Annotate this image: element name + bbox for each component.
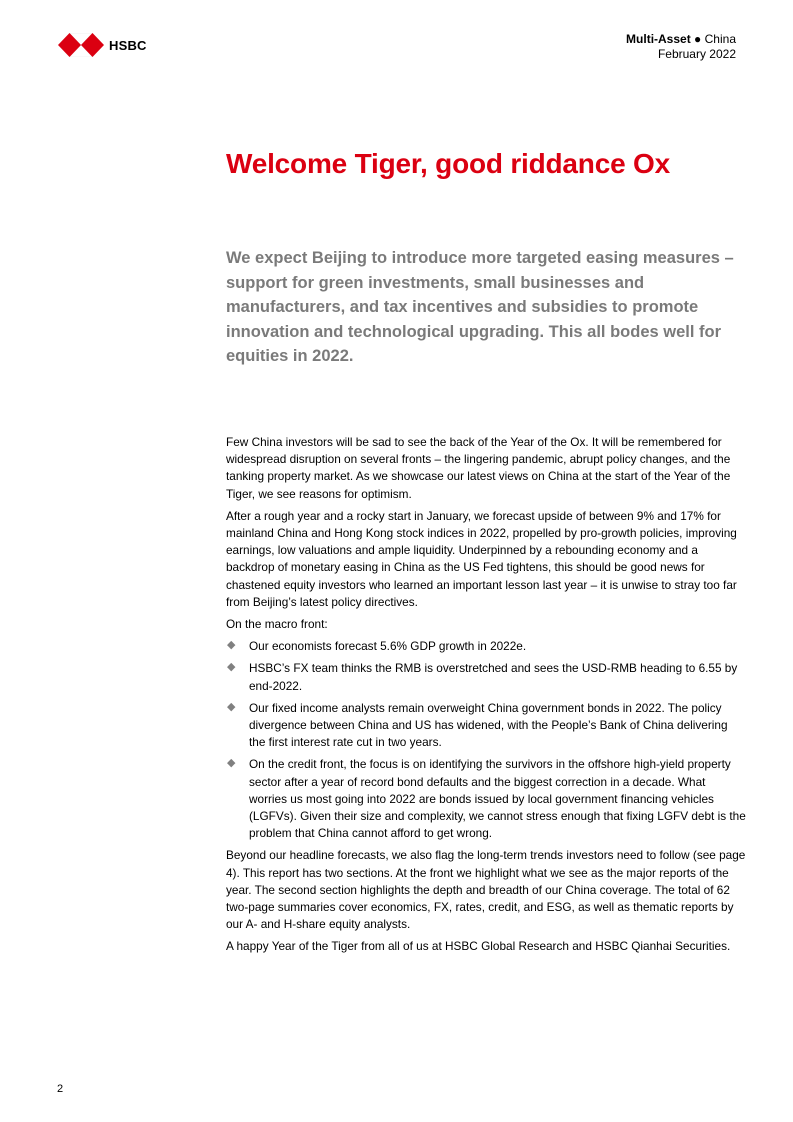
- macro-bullet-list: [226, 638, 746, 842]
- body-paragraph-2: After a rough year and a rocky start in January, we forecast upside of between 9% and 17% for mainland China and Hong Kong stock indices in 2022, propelled by pro-growth policies, improving earnings, low valuations and ample liquidity. Underpinned by a rebounding economy and a backdrop of monetary easing in China as the US Fed tightens, this should be good news for chastened equity investors who learned an important lesson last year – it is unwise to stray too far from Beijing’s latest policy directives.: [226, 508, 737, 609]
- category-line: [626, 32, 736, 47]
- logo-text: HSBC: [109, 37, 147, 53]
- bullet-text: Our fixed income analysts remain overweight China government bonds in 2022. The policy divergence between China and US has widened, with the People’s Bank of China delivering the first interest rate cut in two years.: [249, 700, 728, 750]
- body-text: [226, 434, 746, 961]
- body-paragraph-5: A happy Year of the Tiger from all of us at HSBC Global Research and HSBC Qianhai Securities.: [226, 939, 731, 954]
- diamond-bullet-icon: ◆: [227, 757, 236, 770]
- hsbc-hexagon-icon: [58, 33, 104, 57]
- diamond-bullet-icon: ◆: [227, 661, 236, 674]
- hsbc-logo: [58, 33, 147, 57]
- page-title: Welcome Tiger, good riddance Ox: [226, 148, 670, 179]
- body-paragraph-3: On the macro front:: [226, 617, 328, 632]
- summary-paragraph: We expect Beijing to introduce more targeted easing measures – support for green investments, small businesses and manufacturers, and tax incentives and subsidies to promote innovation and technological upgrading. This all bodes well for equities in 2022.: [226, 249, 734, 366]
- bullet-text: Our economists forecast 5.6% GDP growth in 2022e.: [249, 639, 527, 654]
- region-label: China: [704, 32, 736, 46]
- bullet-item: [226, 638, 746, 655]
- bullet-item: [226, 700, 746, 752]
- bullet-text: On the credit front, the focus is on identifying the survivors in the offshore high-yield property sector after a year of record bond defaults and the biggest correction in a decade. What worries us most going into 2022 are bonds issued by local government financing vehicles (LGFVs). Given their size and complexity, we cannot stress enough that fixing LGFV debt is the problem that China cannot afford to get wrong.: [249, 757, 746, 841]
- body-paragraph-1: Few China investors will be sad to see the back of the Year of the Ox. It will be remembered for widespread disruption on several fronts – the lingering pandemic, abrupt policy changes, and the tanking property market. As we showcase our latest views on China at the start of the Year of the Tiger, we see reasons for optimism.: [226, 435, 731, 501]
- bullet-item: [226, 660, 746, 694]
- bullet-item: [226, 756, 746, 842]
- diamond-bullet-icon: ◆: [227, 639, 236, 652]
- category-label: Multi-Asset: [626, 32, 691, 46]
- bullet-text: HSBC’s FX team thinks the RMB is overstretched and sees the USD-RMB heading to 6.55 by end-2022.: [249, 661, 738, 693]
- page-number: 2: [57, 1083, 64, 1095]
- date-label: February 2022: [657, 47, 736, 61]
- separator-bullet-icon: ●: [694, 32, 702, 46]
- diamond-bullet-icon: ◆: [227, 700, 236, 713]
- body-paragraph-4: Beyond our headline forecasts, we also flag the long-term trends investors need to follow (see page 4). This report has two sections. At the front we highlight what we see as the major reports of the year. The second section highlights the depth and breadth of our China coverage. The total of 62 two-page summaries cover economics, FX, rates, credit, and ESG, as well as thematic reports by our A- and H-share equity analysts.: [226, 848, 746, 932]
- document-meta: [626, 32, 736, 62]
